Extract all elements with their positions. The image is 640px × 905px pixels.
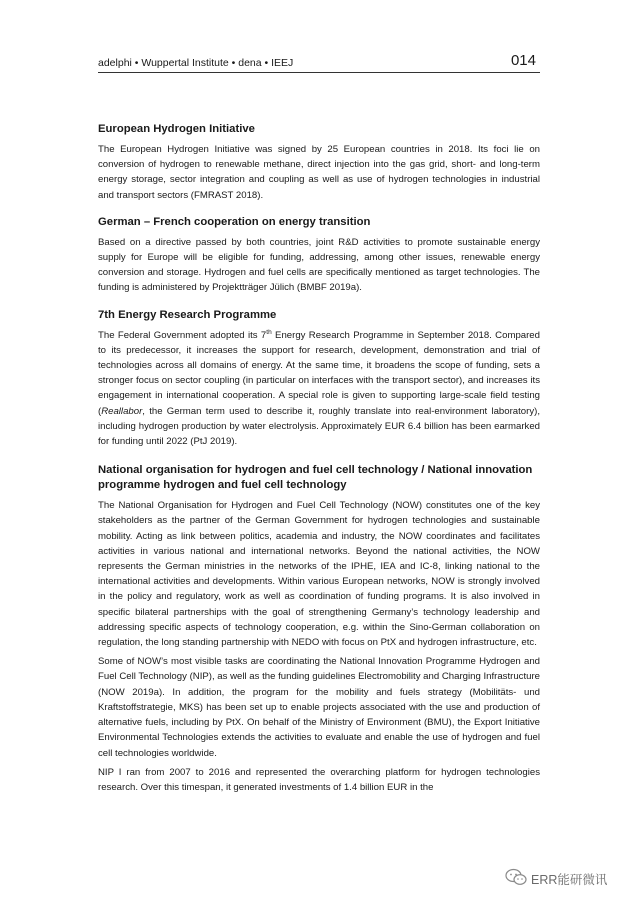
header-authors: adelphi • Wuppertal Institute • dena • IEEJ xyxy=(98,57,294,69)
paragraph: The European Hydrogen Initiative was signed by 25 European countries in 2018. Its foci lie on conversion of hydrogen to renewable methane, direct injection into the gas grid, short- and long-term energy storage, sector integration and coupling as well as use of hydrogen technologies in industrial and transport sectors (FMRAST 2018). xyxy=(98,144,540,201)
italic-term: Reallabor xyxy=(101,405,143,417)
section-energy-research-programme xyxy=(98,308,540,450)
section-european-hydrogen-initiative xyxy=(98,122,540,203)
superscript: th xyxy=(266,328,272,336)
wechat-icon xyxy=(505,868,527,886)
section-german-french-cooperation xyxy=(98,215,540,296)
paragraph: Some of NOW’s most visible tasks are coordinating the National Innovation Programme Hydrogen and Fuel Cell Technology (NIP), as well as the funding guidelines Electromobility and Charging Infrastructure (NOW 2019a). In addition, the program for the mobility and fuels strategy (Mobilitäts- und Kraftstoffstrategie, MKS) has been set up to enable projects associated with the use and production of alternative fuels, including by PtX. On behalf of the Ministry of Environment (BMU), the Export Initiative Environmental Technologies extends the activities to evaluate and enable the use of hydrogen and fuel cell technologies worldwide. xyxy=(98,656,540,759)
header-divider xyxy=(98,72,540,73)
page-body xyxy=(98,122,540,807)
paragraph: NIP I ran from 2007 to 2016 and represented the overarching platform for hydrogen technologies research. Over this timespan, it generated investments of 1.4 billion EUR in the xyxy=(98,766,540,793)
text-run: Energy Research Programme in September 2018. Compared to its predecessor, it increases the support for research, development, demonstration and trial of technologies across all domains of energy. At the same time, it broadens the scope of funding, sets a stronger focus on sector coupling (in particular on interfaces with the transport sector), and increases its engagement in international cooperation. A special role is given to supporting large-scale field testing ( xyxy=(98,329,540,417)
paragraph: Based on a directive passed by both countries, joint R&D activities to promote sustainable energy supply for Europe will be eligible for funding, addressing, among other issues, renewable energy conversion and storage. Hydrogen and fuel cells are specifically mentioned as target technologies. The funding is administered by Projektträger Jülich (BMBF 2019a). xyxy=(98,236,540,294)
paragraph: The National Organisation for Hydrogen and Fuel Cell Technology (NOW) constitutes one of the key stakeholders as the partner of the German Government for hydrogen technologies and sustainable mobility. Acting as link between politics, academia and industry, the NOW coordinates and facilitates activities in various national and international networks. Beyond the national activities, the NOW represents the German ministries in the networks of the IPHE, IEA and IC-8, linking national to the international activities and developments. Within various European networks, NOW is strongly involved in the policy and regulatory, work as well as coordination of funding programs. It is also involved in specific bilateral partnerships with the goal of strengthening Germany’s technology leadership and addressing specific aspects of technology cooperation, e.g. within the Sino-German collaboration on regulation, the long standing partnership with NEDO with focus on PtX and hydrogen infrastructure, etc. xyxy=(98,500,540,649)
paragraph xyxy=(98,328,540,450)
text-run: The Federal Government adopted its 7 xyxy=(98,329,267,341)
watermark xyxy=(505,868,630,886)
page-header xyxy=(98,52,540,72)
section-title: National organisation for hydrogen and fuel cell technology / National innovation programme hydrogen and fuel cell technology xyxy=(98,464,533,492)
section-title: European Hydrogen Initiative xyxy=(98,123,255,135)
section-title: 7th Energy Research Programme xyxy=(98,308,277,321)
page-number: 014 xyxy=(510,52,536,69)
watermark-text: ERR能研微讯 xyxy=(531,873,608,887)
section-now-nip xyxy=(98,463,540,795)
section-title: German – French cooperation on energy transition xyxy=(98,215,371,228)
text-run: , the German term used to describe it, roughly translate into real-environment laboratory), including hydrogen production by water electrolysis. Approximately EUR 6.4 billion has been earmarked for funding until 2022 (PtJ 2019). xyxy=(98,405,540,448)
